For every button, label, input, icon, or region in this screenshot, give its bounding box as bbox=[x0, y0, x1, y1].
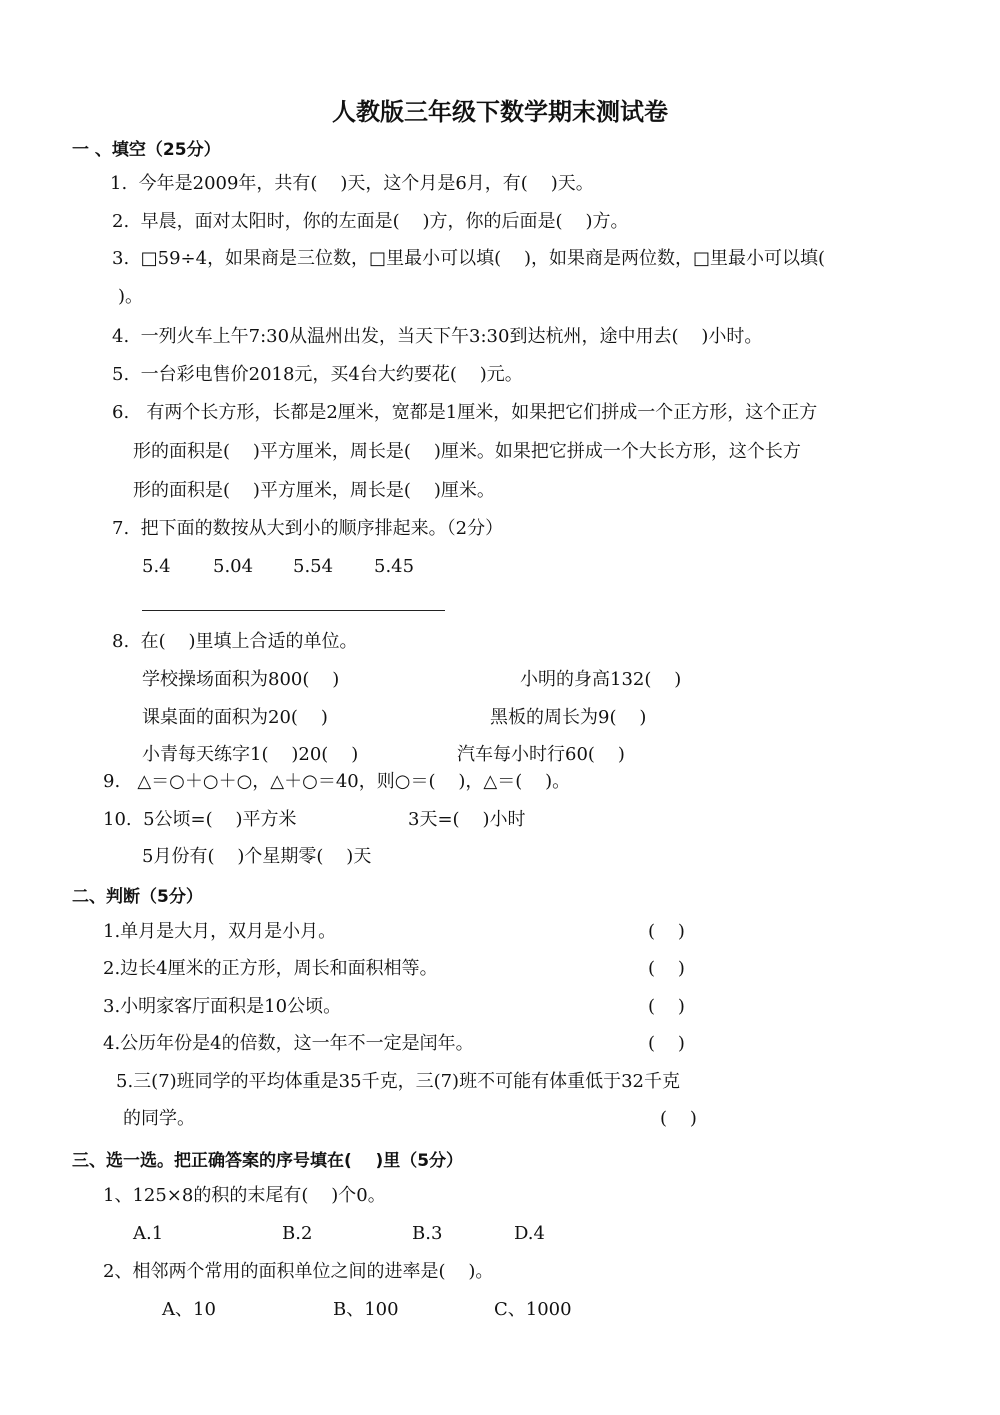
answer-paren[interactable]: ( ) bbox=[648, 921, 685, 942]
section-heading-fill-blank: 一 、填空（25分） bbox=[72, 140, 221, 160]
answer-line[interactable] bbox=[142, 610, 445, 611]
answer-paren[interactable]: ( ) bbox=[648, 958, 685, 979]
judge-item-1: 1.单月是大月，双月是小月。 bbox=[103, 921, 337, 942]
question-1-1: 1. 今年是2009年，共有( )天，这个月是6月，有( )天。 bbox=[110, 173, 594, 194]
question-1-10a: 10. 5公顷=( )平方米 bbox=[103, 809, 297, 830]
question-1-6-line1: 6. 有两个长方形，长都是2厘米，宽都是1厘米，如果把它们拼成一个正方形，这个正方 bbox=[112, 402, 818, 423]
number-item: 5.54 bbox=[293, 556, 334, 577]
option-d[interactable]: D.4 bbox=[514, 1223, 545, 1244]
question-1-7: 7. 把下面的数按从大到小的顺序排起来。（2分） bbox=[112, 518, 504, 539]
question-1-6-line2: 形的面积是( )平方厘米，周长是( )厘米。如果把它拼成一个大长方形，这个长方 bbox=[133, 441, 801, 462]
answer-paren[interactable]: ( ) bbox=[660, 1108, 697, 1129]
unit-item: 汽车每小时行60( ) bbox=[457, 744, 625, 765]
number-item: 5.4 bbox=[142, 556, 171, 577]
answer-paren[interactable]: ( ) bbox=[648, 996, 685, 1017]
question-1-2: 2. 早晨，面对太阳时，你的左面是( )方，你的后面是( )方。 bbox=[112, 211, 629, 232]
number-item: 5.45 bbox=[374, 556, 415, 577]
unit-item: 学校操场面积为800( ) bbox=[142, 669, 340, 690]
question-1-6-line3: 形的面积是( )平方厘米，周长是( )厘米。 bbox=[133, 480, 495, 501]
judge-item-3: 3.小明家客厅面积是10公顷。 bbox=[103, 996, 342, 1017]
number-item: 5.04 bbox=[213, 556, 254, 577]
question-1-10b: 3天=( )小时 bbox=[408, 809, 526, 830]
choice-question-2: 2、相邻两个常用的面积单位之间的进率是( )。 bbox=[103, 1261, 494, 1282]
judge-item-5-cont: 的同学。 bbox=[123, 1108, 195, 1129]
option-b[interactable]: B、100 bbox=[333, 1299, 399, 1320]
unit-item: 小明的身高132( ) bbox=[520, 669, 682, 690]
judge-item-5: 5.三(7)班同学的平均体重是35千克，三(7)班不可能有体重低于32千克 bbox=[116, 1071, 680, 1092]
question-1-8: 8. 在( )里填上合适的单位。 bbox=[112, 631, 358, 652]
unit-item: 课桌面的面积为20( ) bbox=[142, 707, 328, 728]
unit-item: 小青每天练字1( )20( ) bbox=[142, 744, 359, 765]
judge-item-2: 2.边长4厘米的正方形，周长和面积相等。 bbox=[103, 958, 438, 979]
option-a[interactable]: A.1 bbox=[133, 1223, 164, 1244]
unit-item: 黑板的周长为9( ) bbox=[490, 707, 647, 728]
page-title: 人教版三年级下数学期末测试卷 bbox=[332, 98, 668, 126]
question-1-3-line2: )。 bbox=[118, 286, 144, 307]
question-1-4: 4. 一列火车上午7:30从温州出发，当天下午3:30到达杭州，途中用去( )小时。 bbox=[112, 326, 763, 347]
judge-item-4: 4.公历年份是4的倍数，这一年不一定是闰年。 bbox=[103, 1033, 474, 1054]
option-c[interactable]: B.3 bbox=[412, 1223, 443, 1244]
choice-question-1: 1、125×8的积的末尾有( )个0。 bbox=[103, 1185, 386, 1206]
question-1-9: 9. △＝○＋○＋○，△＋○＝40，则○＝( )，△＝( )。 bbox=[103, 771, 571, 792]
question-1-10c: 5月份有( )个星期零( )天 bbox=[142, 846, 372, 867]
question-1-3-line1: 3. □59÷4，如果商是三位数，□里最小可以填( )，如果商是两位数，□里最小可以填( bbox=[112, 248, 826, 269]
option-c[interactable]: C、1000 bbox=[494, 1299, 572, 1320]
section-heading-choice: 三、选一选。把正确答案的序号填在( )里（5分） bbox=[72, 1151, 464, 1171]
option-a[interactable]: A、10 bbox=[162, 1299, 216, 1320]
question-1-5: 5. 一台彩电售价2018元，买4台大约要花( )元。 bbox=[112, 364, 523, 385]
answer-paren[interactable]: ( ) bbox=[648, 1033, 685, 1054]
option-b[interactable]: B.2 bbox=[282, 1223, 313, 1244]
section-heading-judge: 二、判断（5分） bbox=[72, 887, 203, 907]
